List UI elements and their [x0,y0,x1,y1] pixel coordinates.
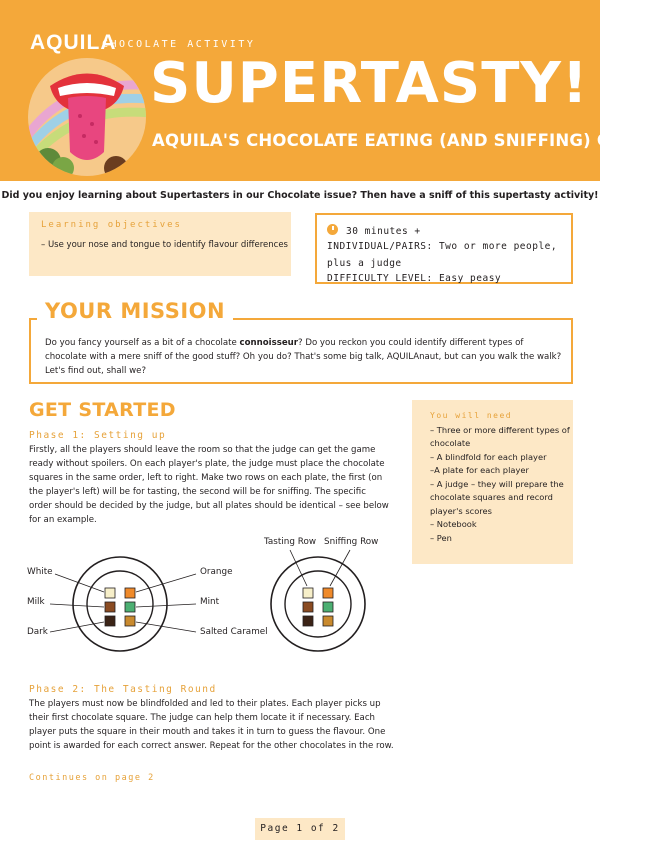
square-salted-caramel [125,616,135,626]
players-line-2: plus a judge [327,258,402,269]
list-item: –A plate for each player [430,465,529,476]
difficulty-line: DIFFICULTY LEVEL: Easy peasy [327,273,502,284]
header-banner [0,0,652,181]
label-milk: Milk [27,597,45,607]
brand-logo: AQUILA [30,31,117,54]
label-dark: Dark [27,627,48,637]
brand-subtitle: CHOCOLATE ACTIVITY [102,39,256,50]
intro-text: Did you enjoy learning about Supertasters in our Chocolate issue? Then have a sniff of this supertasty activity! [1,190,599,201]
phase-2-text: The players must now be blindfolded and led to their plates. Each player picks up their first chocolate square. The judge can help them locate it if necessary. Each player puts the square in their mouth and takes it in turn to guess the flavour. One point is awarded for each correct answer. Repeat for the other chocolates in the row. [29,699,394,751]
mission-box [29,318,573,384]
list-item: – A blindfold for each player [430,451,547,462]
you-will-need-title: You will need [430,411,513,420]
page-indicator: Page 1 of 2 [255,818,345,840]
plate-diagram [0,530,400,650]
label-white: White [27,567,53,577]
label-orange: Orange [200,567,233,577]
page-title: SUPERTASTY! [150,51,589,116]
mission-text: Do you fancy yourself as a bit of a chocolate connoisseur? Do you reckon you could identify different types of chocolate with a mere sniff of the good stuff? Oh you do? That's some big talk, AQUILAnaut, but can you walk the walk? Let's find out, shall we? [45,338,562,376]
activity-info-box [315,213,573,284]
square-mint [125,602,135,612]
continues-note: Continues on page 2 [29,773,155,783]
square-dark [105,616,115,626]
square-milk [105,602,115,612]
list-item: – Three or more different types of chocolate [430,425,570,449]
learning-objectives-text: – Use your nose and tongue to identify flavour differences [41,240,288,250]
square-white [105,588,115,598]
learning-objectives-box [29,212,291,276]
plates-svg [0,530,400,650]
clock-icon [327,224,338,235]
label-tasting-row: Tasting Row [264,537,317,547]
plate-right [271,550,365,651]
players-line: INDIVIDUAL/PAIRS: Two or more people, [327,241,558,252]
phase-1-title: Phase 1: Setting up [29,430,167,441]
label-mint: Mint [200,597,220,607]
you-will-need-list [430,424,572,545]
list-item: – Pen [430,532,452,543]
plate-left [50,557,196,651]
phase-1-text: Firstly, all the players should leave the room so that the judge can get the game ready without spoilers. On each player's plate, the judge must place the chocolate squares in the same order, left to right. Make two rows on each plate, the first (on the player's left) will be for tasting, the second will be for sniffing. The specific order should be decided by the judge, but all plates should be identical – see below for an example. [29,445,389,525]
label-sniffing-row: Sniffing Row [324,537,379,547]
list-item: – A judge – they will prepare the chocolate squares and record player's scores [430,478,564,516]
learning-objectives-title: Learning objectives [41,220,182,230]
tongue-illustration [28,56,146,178]
time-line: 30 minutes + [327,224,421,237]
page-subtitle: AQUILA'S CHOCOLATE EATING (AND SNIFFING) GAME [152,131,652,150]
phase-2-title: Phase 2: The Tasting Round [29,684,217,695]
mission-title: YOUR MISSION [37,299,233,323]
list-item: – Notebook [430,519,477,530]
label-salted-caramel: Salted Caramel [200,627,268,637]
get-started-heading: GET STARTED [29,399,176,421]
square-orange [125,588,135,598]
you-will-need-box [412,400,573,564]
